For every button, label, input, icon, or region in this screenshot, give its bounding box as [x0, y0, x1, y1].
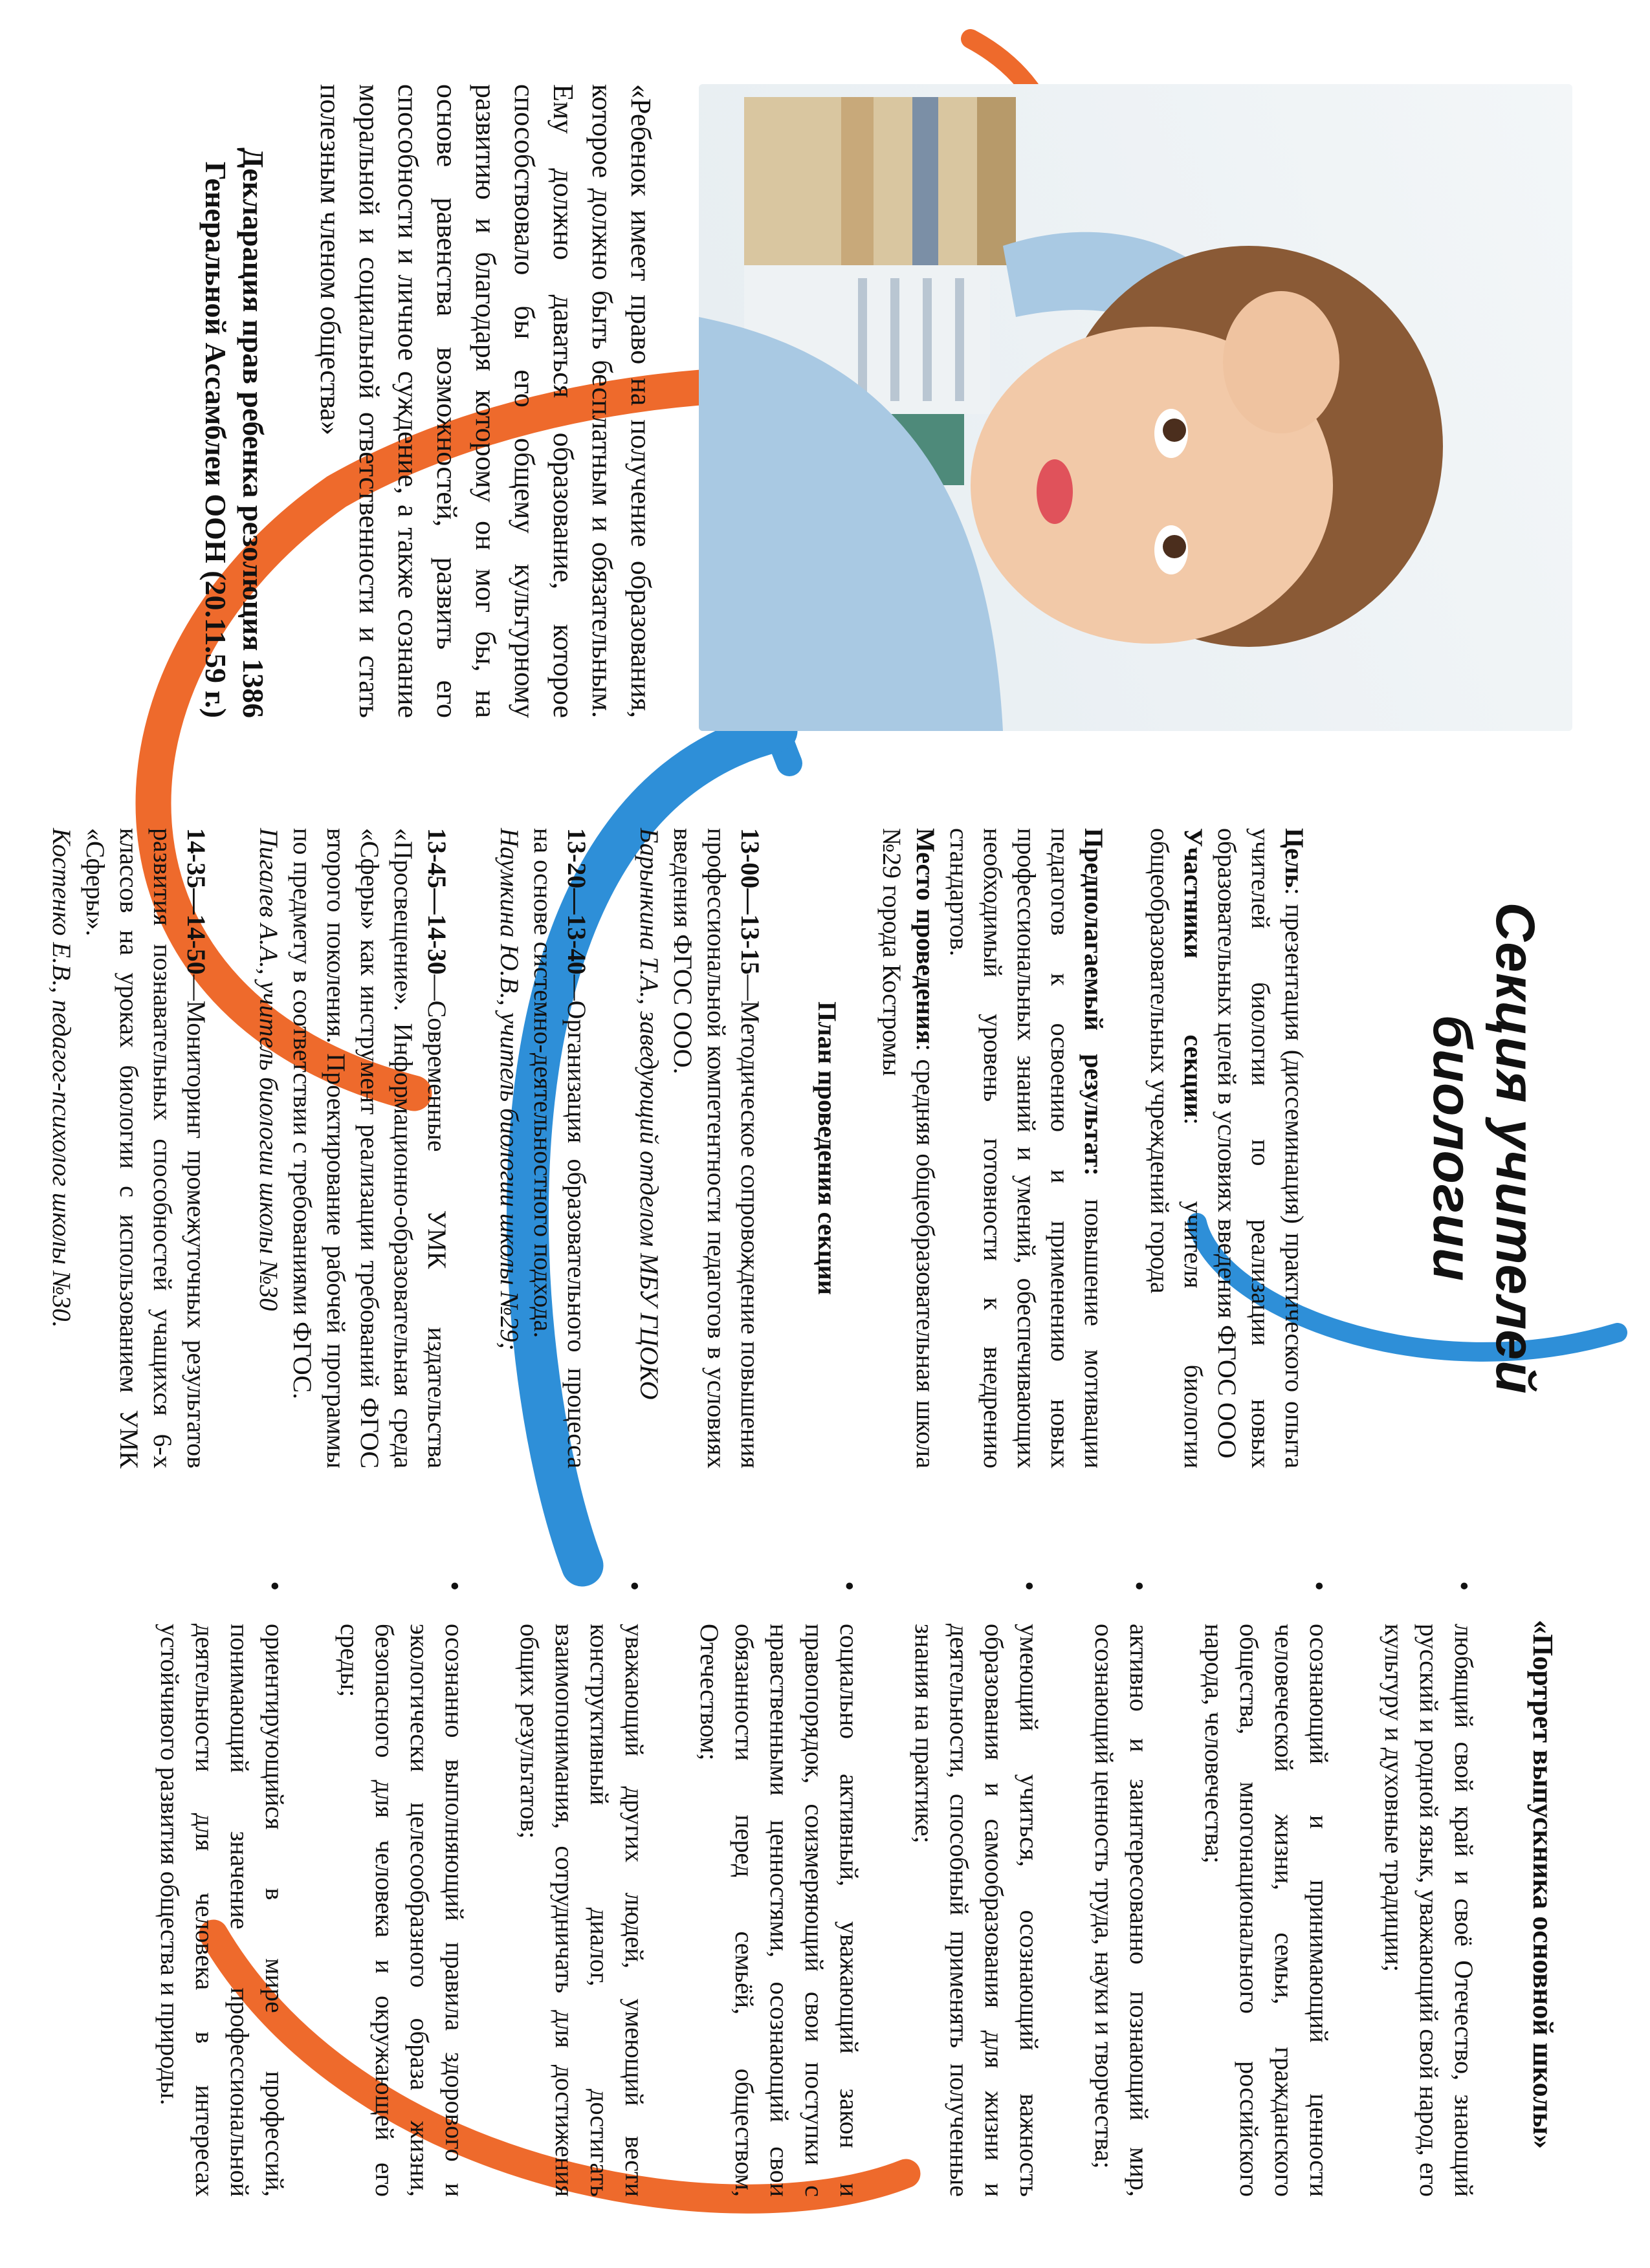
plan-item — [632, 828, 767, 1468]
plan-speaker: Наумкина Ю.В., учитель биологии школы №29; — [495, 828, 524, 1351]
trait-list-item: • умеющий учиться, осознающий важность образования и самообразования для жизни и деятельности, способный применять полученные знания на практике; — [907, 1572, 1046, 2197]
middle-panel — [0, 776, 1650, 1520]
plan-time: 13-20—13-40 — [562, 828, 591, 975]
declaration-quote: «Ребенок имеет право на получение образования, которое должно быть бесплатным и обязательным. Ему должно даваться образование, которое способствовало бы его общему культурному развитию и благодаря которому он мог бы, на основе равенства возможностей, развить его способности и личное суждение, а также сознание моральной и социальной ответственности и стать полезным членом общества» — [314, 84, 657, 718]
section-title: Секция учителей биологии — [1422, 902, 1546, 1395]
plan-title: План проведения секции — [813, 1001, 842, 1295]
goal-label: Цель — [1280, 828, 1309, 888]
hand-shape — [1223, 291, 1339, 433]
trait-list-item: • уважающий других людей, умеющий вести конструктивный диалог, достигать взаимопонимания, сотрудничать для достижения общих результатов; — [512, 1572, 652, 2197]
plan-time: 13-45—14-30 — [423, 828, 452, 975]
plan-speaker: Костенко Е.В., педагог-психолог школы №30. — [47, 828, 76, 1328]
trait-list-item: • осознающий и принимающий ценности человеческой жизни, семьи, гражданского общества, многонационального российского народа, человечества; — [1196, 1572, 1336, 2197]
plan-text: —Организация образовательного процесса на основе системно-деятельностного подхода. — [529, 828, 591, 1468]
mouth-icon — [1037, 459, 1073, 524]
goal-text: : презентация (диссеминация) практического опыта учителей биологии по реализации новых образовательных целей в условиях введения ФГОС ООО — [1213, 828, 1309, 1468]
plan-text: —Методическое сопровождение повышения профессиональной компетентности педагогов в условиях введения ФГОС ООО. — [668, 828, 765, 1468]
plan-item — [252, 828, 454, 1468]
goal-paragraph — [1143, 828, 1311, 1468]
right-panel — [0, 1520, 1650, 2268]
participants-label: Участники секции — [1179, 828, 1208, 1118]
result-paragraph — [875, 828, 1110, 1468]
portrait-title: «Портрет выпускника основной школы» — [1527, 1620, 1559, 2149]
left-panel — [0, 0, 1650, 776]
place-label: Место проведения — [911, 828, 940, 1044]
trait-list-item: • ориентирующийся в мире профессий, понимающий значение профессиональной деятельности для человека в интересах устойчивого развития общества и природы. — [152, 1572, 292, 2197]
child-illustration — [699, 84, 1572, 731]
trait-list-item: • активно и заинтересованно познающий мир, осознающий ценность труда, науки и творчества; — [1086, 1572, 1156, 2197]
plan-item — [492, 828, 593, 1468]
participants-text: : учителя биологии общеобразовательных учреждений города — [1145, 828, 1208, 1468]
plan-speaker: Барынкина Т.А., заведующий отделом МБУ ГЦОКО — [635, 828, 664, 1400]
plan-text: —Современные УМК издательства «Просвещение». Информационно-образовательная среда «Сферы» как инструмент реализации требований ФГОС второго поколения. Проектирование рабочей программы по предмету в соответствии с требованиями ФГОС. — [288, 828, 452, 1468]
plan-text: —Мониторинг промежуточных результатов развития познавательных способностей учащихся 6-х классов на уроках биологии с использованием УМК «Сферы». — [81, 828, 211, 1468]
trait-list-item: • любящий свой край и своё Отечество, знающий русский и родной язык, уважающий свой народ, его культуру и духовные традиции; — [1376, 1572, 1481, 2197]
plan-time: 13-00—13-15 — [736, 828, 765, 975]
plan-item — [45, 828, 213, 1468]
place-text: : средняя общеобразовательная школа №29 города Костромы — [877, 828, 940, 1468]
plan-time: 14-35—14-50 — [182, 828, 211, 975]
result-label: Предполагаемый результат: — [1079, 828, 1108, 1176]
plan-speaker: Пигалев А.А., учитель биологии школы №30 — [254, 828, 283, 1311]
trait-list-item: • осознанно выполняющий правила здорового и экологически целесообразного образа жизни, безопасного для человека и окружающей его среды; — [332, 1572, 472, 2197]
result-text: повышение мотивации педагогов к освоению и применению новых профессиональных знаний и умений, обеспечивающих необходимый уровень готовности к внедрению стандартов. — [945, 828, 1108, 1468]
declaration-title: Декларация прав ребенка резолюция 1386 Генеральной Ассамблеи ООН (20.11.59 г.) — [199, 147, 270, 718]
trait-list-item: • социально активный, уважающий закон и правопорядок, соизмеряющий свои поступки с нравственными ценностями, осознающий свои обязанности перед семьёй, обществом, Отечеством; — [692, 1572, 866, 2197]
child-with-books-photo — [699, 84, 1572, 731]
